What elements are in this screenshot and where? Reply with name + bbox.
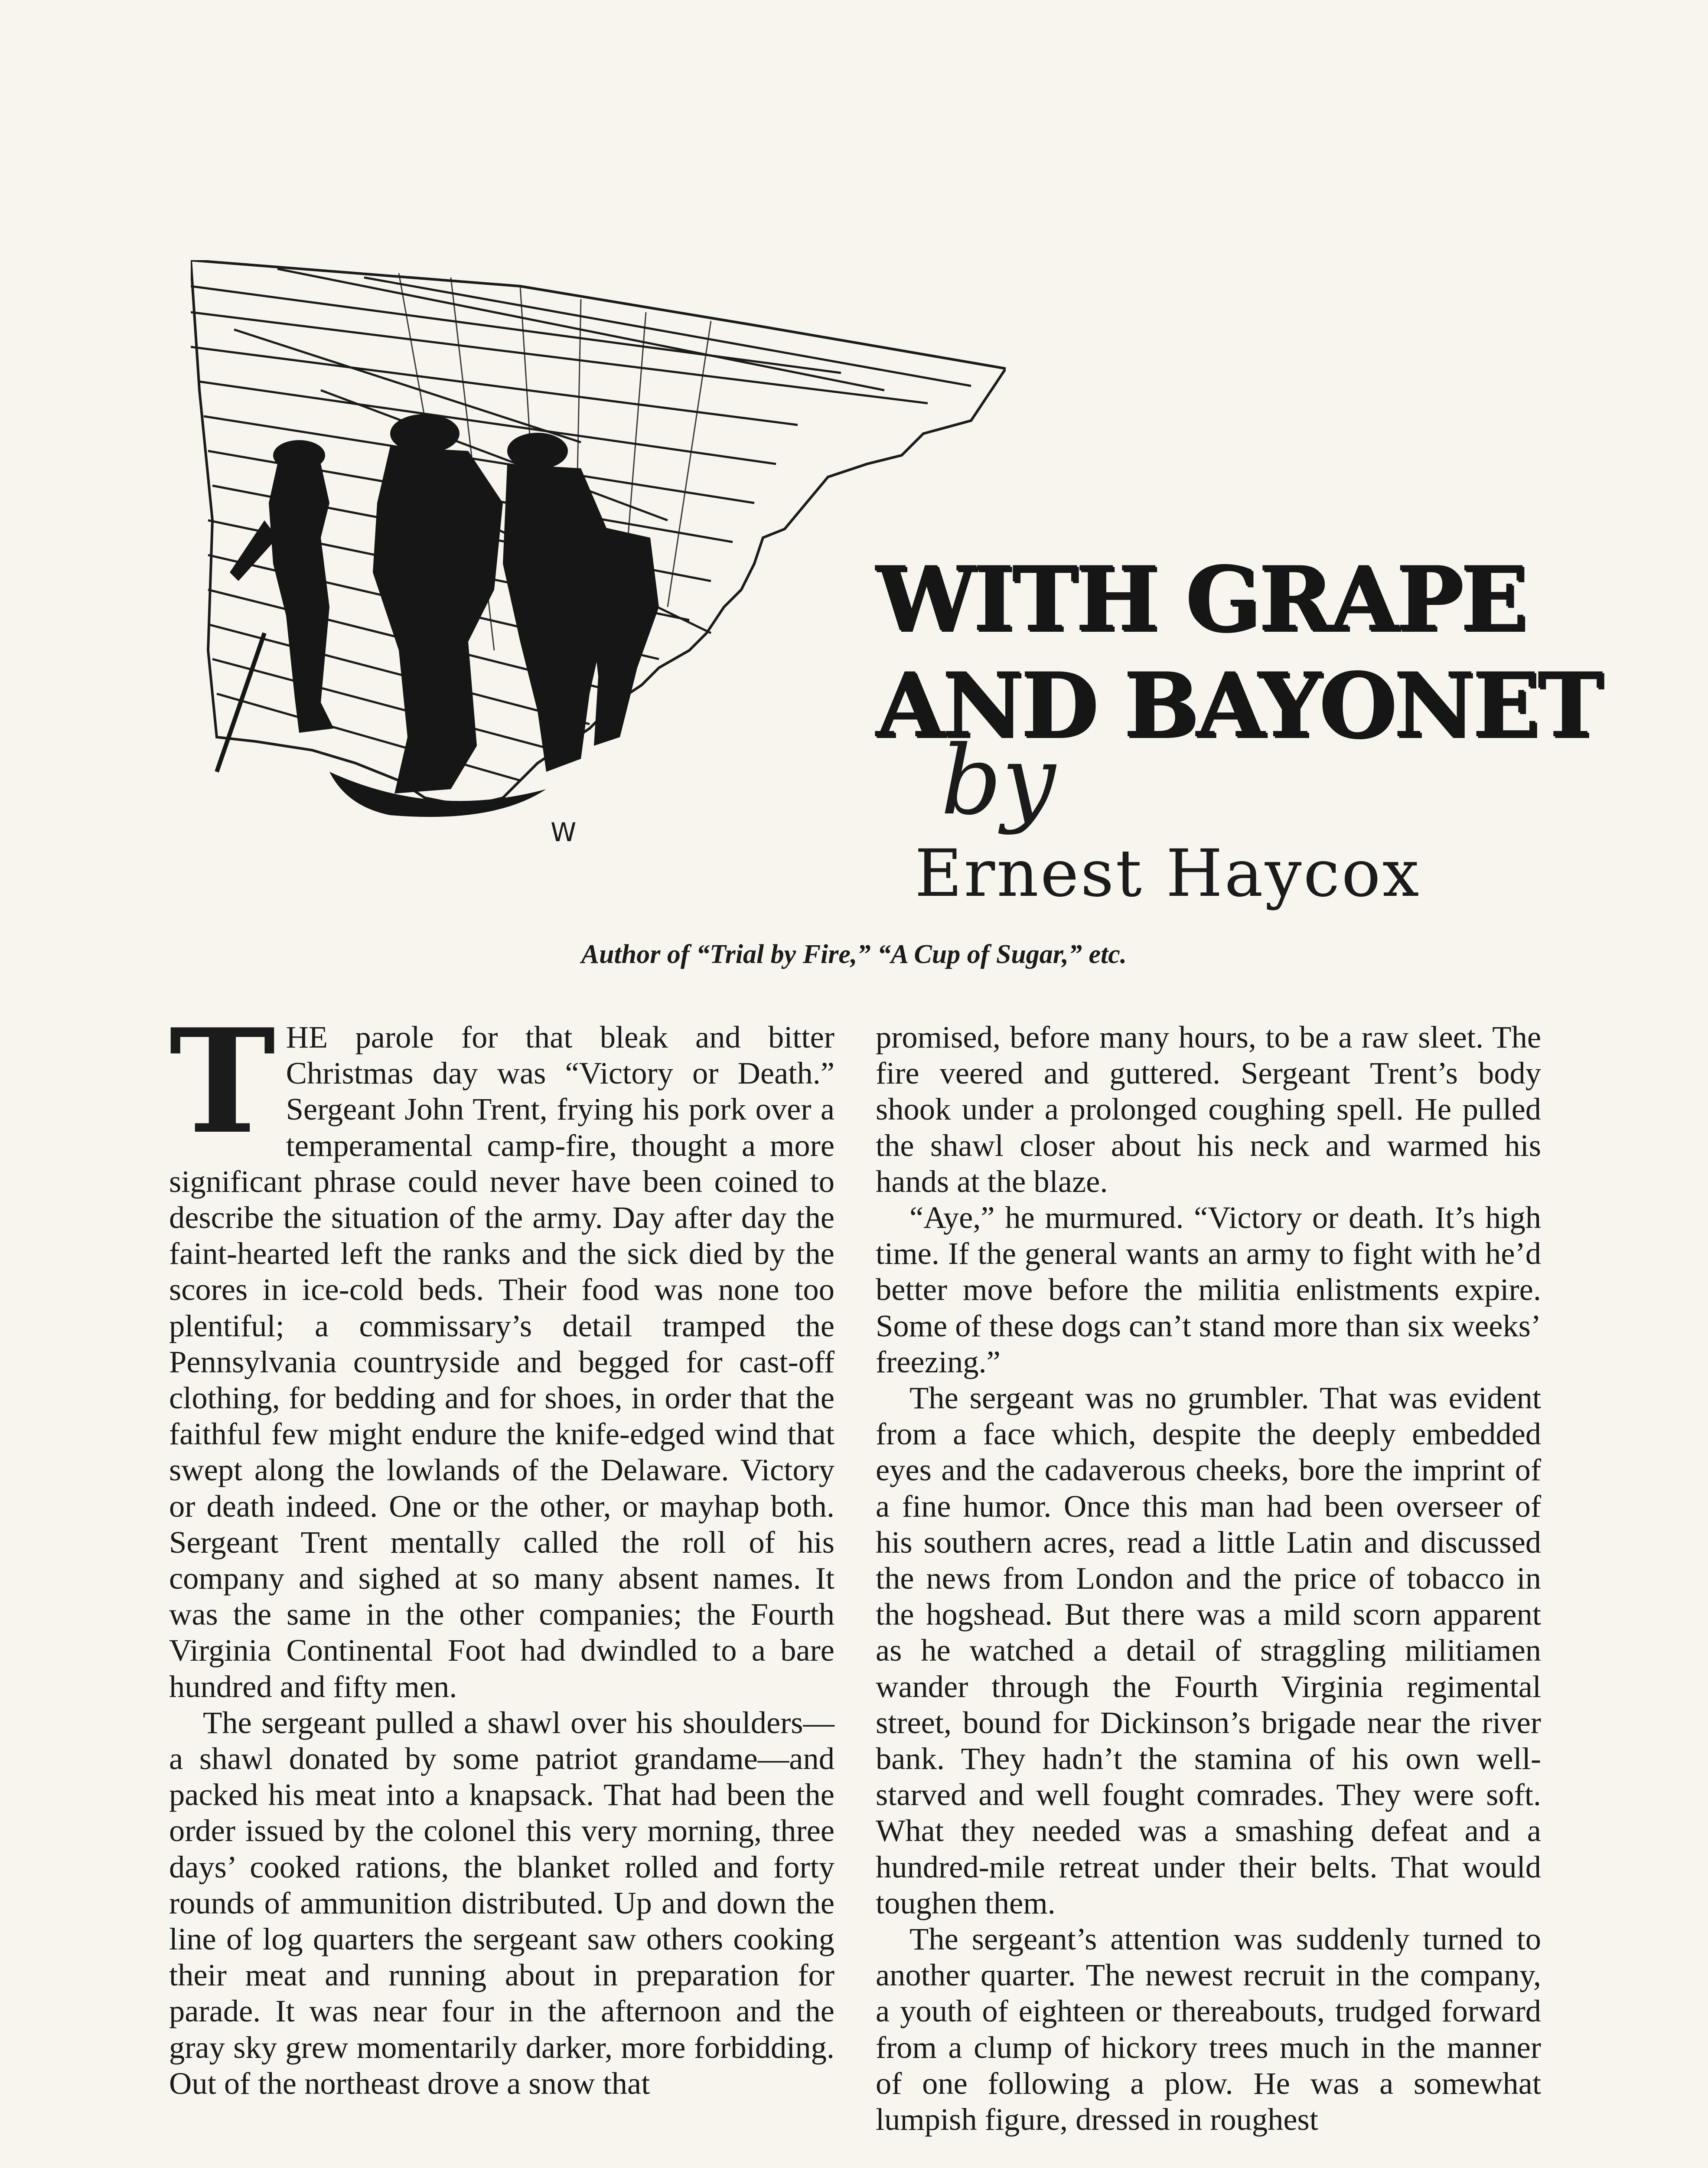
author-credit: Author of “Trial by Fire,” “A Cup of Sugar,” etc. (581, 940, 1127, 969)
article-column-right (876, 1019, 1541, 2137)
paragraph: The sergeant’s attention was suddenly turned to another quarter. The newest recruit in the company, a youth of eighteen or thereabouts, trudged forward from a clump of hickory trees much in the manner of one following a plow. He was a somewhat lumpish figure, dressed in roughest (876, 1921, 1541, 2137)
title-line-2: AND BAYONET (876, 653, 1601, 757)
artist-mark: W (551, 817, 577, 848)
paragraph: “Aye,” he murmured. “Victory or death. It’s high time. If the general wants an army to fight with he’d better move before the militia enlistments expire. Some of these dogs can’t stand more than six weeks’ freezing.” (876, 1200, 1541, 1379)
title-line-1: WITH GRAPE (876, 547, 1525, 651)
paragraph: The sergeant was no grumbler. That was evident from a face which, despite the deeply embedded eyes and the cadaverous cheeks, bore the imprint of a fine humor. Once this man had been overseer of his southern acres, read a little Latin and discussed the news from London and the price of tobacco in the hogshead. But there was a mild scorn apparent as he watched a detail of straggling militiamen wander through the Fourth Virginia regimental street, bound for Dickinson’s brigade near the river bank. They hadn’t the stamina of his own well-starved and well fought comrades. They were soft. What they needed was a smashing defeat and a hundred-mile retreat under their belts. That would toughen them. (876, 1380, 1541, 1920)
paragraph: The sergeant pulled a shawl over his shoulders—a shawl donated by some patriot grandame—and packed his meat into a knapsack. That had been the order issued by the colonel this very morning, three days’ cooked rations, the blanket rolled and forty rounds of ammunition distributed. Up and down the line of log quarters the sergeant saw others cooking their meat and running about in preparation for parade. It was near four in the afternoon and the gray sky grew momentarily darker, more forbidding. Out of the northeast drove a snow that (169, 1704, 834, 2101)
article-column-left (169, 997, 834, 2101)
paragraph: promised, before many hours, to be a raw sleet. The fire veered and guttered. Sergeant Trent’s body shook under a prolonged coughing spell. He pulled the shawl closer about his neck and warmed his hands at the blaze. (876, 1019, 1541, 1199)
paragraph (169, 997, 834, 1704)
by-script: by (941, 725, 1056, 836)
drop-cap: T (169, 997, 276, 1166)
author-name: Ernest Haycox (915, 836, 1421, 911)
paragraph-text: HE parole for that bleak and bitter Christmas day was “Victory or Death.” Sergeant John Trent, frying his pork over a temperamental camp-fire, thought a more significant phrase could never have been coined to describe the situation of the army. Day after day the faint-hearted left the ranks and the sick died by the scores in ice-cold beds. Their food was none too plentiful; a commissary’s detail tramped the Pennsylvania countryside and begged for cast-off clothing, for bedding and for shoes, in order that the faithful few might endure the knife-edged wind that swept along the lowlands of the Delaware. Victory or death indeed. One or the other, or mayhap both. Sergeant Trent mentally called the roll of his company and sighed at so many absent names. It was the same in the other companies; the Fourth Virginia Continental Foot had dwindled to a bare hundred and fifty men. (169, 1019, 834, 1704)
